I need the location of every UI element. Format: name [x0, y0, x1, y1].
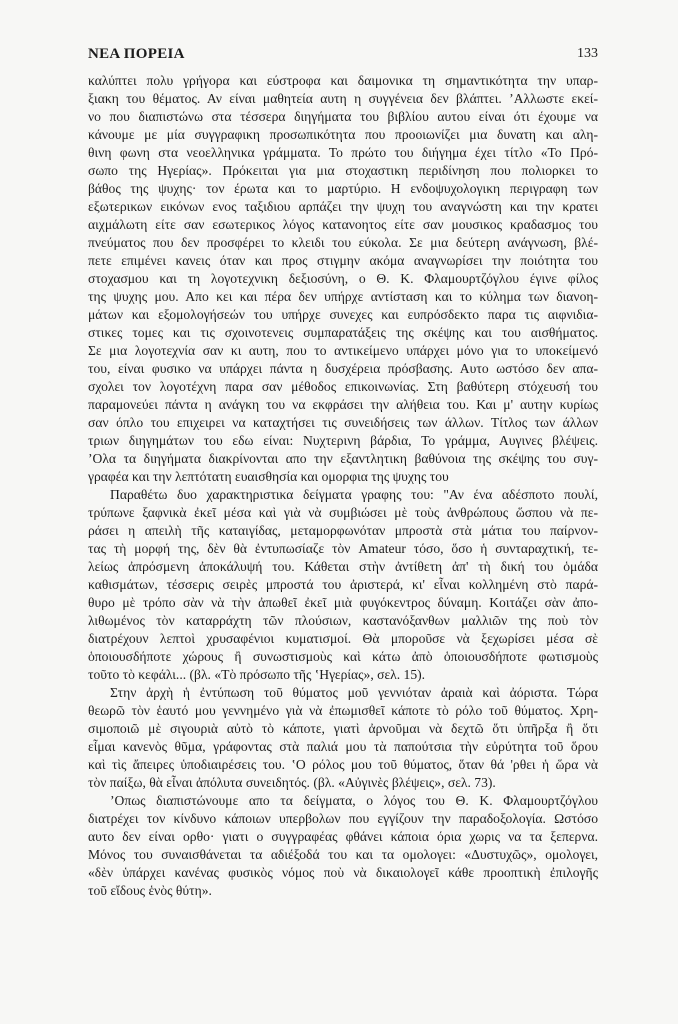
text-line: τρύπωνε ξαφνικὰ ἐκεῖ μέσα καὶ γιὰ νὰ συμβιώσει μὲ τοὺς ἀνθρώπους ὥσπου νὰ πε- [88, 505, 598, 520]
running-header [88, 46, 598, 66]
text-line: καλύπτει πολυ γρήγορα και εύστροφα και δαιμονικα τη σημαντικότητα την υπαρ- [88, 73, 598, 88]
text-line: στοχασμου και τη λογοτεχνικη δεξιοσύνη, ο Θ. Κ. Φλαμουρτζόγλου έγινε φίλος [88, 271, 598, 286]
paragraph [88, 486, 598, 684]
text-line: στικες τομες και τις σχοινοτενεις συμπαρατάξεις της σκέψης και του αισθήματος. [88, 325, 598, 340]
text-line: αιχμάλωτη είτε σαν εσωτερικος λόγος κατανοητος είτε σαν μουσικος κραδασμος του [88, 217, 598, 232]
text-line: σχολει τον λογοτέχνη παρα σαν μέθοδος επικοινωνίας. Στη βαθύτερη στόχευσή του [88, 379, 598, 394]
text-line: αυτο δεν είναι ορθο· γιατι ο συγγραφέας φθάνει κάποια όρια χωρις να τα ξεπερνα. [88, 829, 598, 844]
text-line: κάνουμε με μία συγγραφικη προσωπικότητα που προοιωνίζει μια δυνατη και αλη- [88, 127, 598, 142]
text-line: ξιακη του θέματος. Αν είναι μαθητεία αυτη η συγγένεια δεν βλάπτει. ʼΑλλωστε εκεί- [88, 91, 598, 106]
text-line: Παραθέτω δυο χαρακτηριστικα δείγματα γραφης του: "Αν ένα αδέσποτο πουλί, [110, 487, 598, 502]
text-line: εἶμαι κανενὸς θῦμα, γράφοντας στὰ παλιά μου τὰ παπούτσια τὴν εὐρύτητα τοῦ ὅρου [88, 739, 598, 754]
text-line: διατρέχουν λεπτοὶ χρυσαφένιοι κυματισμοί. Θὰ μποροῦσε νὰ ξεχωρίσει μέσα σὲ [88, 631, 598, 646]
text-line: πετε επιμένει κανεις όταν και προς στιγμην ακόμα αναγνωρίσει την ποιότητα του [88, 253, 598, 268]
text-line: Μόνος του συναισθάνεται τα αδιέξοδά του και τα ομολογει: «Δυστυχῶς», ομολογει, [88, 847, 598, 862]
text-line: τας τὴ μορφή της, δὲν θὰ ἐντυπωσίαζε τὸν Amateur τόσο, ὅσο ἡ συνταραχτική, τε- [88, 541, 598, 556]
text-line: πνεύματος που δεν προσφέρει το κλειδι του εύκολα. Σε μια δεύτερη ανάγνωση, βλέ- [88, 235, 598, 250]
article-body [88, 72, 598, 900]
text-line: λείως ἀπρόσμενη ἀποκάλυψή του. Κάθεται στὴν ἀντίθετη ἀπ' τὴ δική του ὁμάδα [88, 559, 598, 574]
text-line: βάθος της ψυχης· τον έρωτα και το μαρτύριο. Η ενδοψυχολογικη περιγραφη των [88, 181, 598, 196]
text-line: θεωρῶ τὸν ἑαυτό μου γεννημένο γιὰ νὰ ἐπωμισθεῖ κάποτε τὸ ρόλο τοῦ θύματος. Χρη- [88, 703, 598, 718]
text-line: καθισμάτων, τέσσερις σειρὲς μπροστά του ἀριστερά, κι' εἶναι κολλημένη στὸ παρά- [88, 577, 598, 592]
text-line: τὸν παίξω, θὰ εἶναι ἀπόλυτα συνειδητός. (βλ. «Αὐγινὲς βλέψεις», σελ. 73). [88, 775, 496, 790]
text-line: νο που διαπιστώνω στα τέσσερα διηγήματα του βιβλίου αυτου είναι ότι έχουμε να [88, 109, 598, 124]
text-line: θινη φωνη στα νεοελληνικα γράμματα. Το πρώτο του διήγημα έχει τίτλο «Το Πρό- [88, 145, 598, 160]
text-line: καὶ τὶς ἄπειρες ὑποδιαιρέσεις του. ʽΟ ρόλος μου τοῦ θύματος, ὅταν θά 'ρθει ἡ ὥρα νὰ [88, 757, 598, 772]
text-line: τοῦτο τὸ κεφάλι... (βλ. «Τὸ πρόσωπο τῆς ʽΗγερίας», σελ. 15). [88, 667, 426, 682]
text-line: θυρο μὲ τρόπο σὰν νὰ τὴν ἀπωθεῖ ἐκεῖ μιὰ φυγόκεντρος δύναμη. Κοιτάζει σὰν ἀπο- [88, 595, 598, 610]
paragraph [88, 72, 598, 486]
text-line: σιμοποιῶ μὲ σιγουριὰ αὐτὸ τὸ κάποτε, γιατὶ ἀρνοῦμαι νὰ δεχτῶ ὅτι ὑπῆρξα ἢ ὅτι [88, 721, 598, 736]
text-line: της ψυχης μου. Απο κει και πέρα δεν υπήρχε αντίσταση και το κύλημα των διανοη- [88, 289, 598, 304]
page-number: 133 [577, 46, 598, 61]
text-line: ὁποιουσδήποτε χώρους ἢ συνωστισμοὺς καὶ κάτω ἀπὸ ὁποιουσδήποτε φωτισμοὺς [88, 649, 598, 664]
text-line: εξωτερικων εικόνων ενος ταξιδιου αρπάζει την ψυχη του αναγνώστη και την κρατει [88, 199, 598, 214]
text-line: διατρέχει τον κίνδυνο κάποιων υπερβολων που εγγίζουν την παραδοξολογία. Ωστόσο [88, 811, 598, 826]
text-line: Σε μια λογοτεχνία σαν κι αυτη, που το αντικείμενο υπάρχει μόνο για το υποκείμενό [88, 343, 598, 358]
paragraph [88, 684, 598, 792]
text-line: τοῦ εἴδους ἑνὸς θύτη». [88, 883, 212, 898]
text-line: ʼΟλα τα διηγήματα διακρίνονται απο την εξαντλητικη βαθύνοια της σκέψης του συγ- [88, 451, 598, 466]
text-line: παραμονεύει πάντα η ανάγκη του να εκφράσει την αλήθεια του. Και μ' αυτην κυρίως [88, 397, 598, 412]
paragraph [88, 792, 598, 900]
text-line: τριων διηγημάτων του εδω είναι: Νυχτερινη βάρδια, Το γράμμα, Αυγινες βλέψεις. [88, 433, 598, 448]
journal-title: ΝΕΑ ΠΟΡΕΙΑ [88, 46, 185, 62]
text-line: λιθωμένος τὸν καταρράχτη τῶν πλούσιων, καστανόξανθων μαλλιῶν της ποὺ τὸν [88, 613, 598, 628]
text-line: μάτων και εξομολογήσεών του υπήρχε συνεχες και ευπρόσδεκτο παρα τις αιφνιδια- [88, 307, 598, 322]
text-line: ʼΟπως διαπιστώνουμε απο τα δείγματα, ο λόγος του Θ. Κ. Φλαμουρτζόγλου [110, 793, 598, 808]
text-line: Στην ἀρχὴ ἡ ἐντύπωση τοῦ θύματος μοῦ γεννιόταν ἀραιὰ καὶ ἀόριστα. Τώρα [110, 685, 598, 700]
text-line: σαν όπλο του επιχειρει να καταχτήσει τις συνειδήσεις των άλλων. Τίτλος των άλλων [88, 415, 598, 430]
text-line: ράσει η απειλὴ τῆς καταιγίδας, μεταμορφωνόταν μπροστὰ στὰ μάτια του παίρνον- [88, 523, 598, 538]
text-line: σωπο της Ηγερίας». Πρόκειται για μια στοχαστικη περιδίνηση που πολιορκει το [88, 163, 598, 178]
text-line: του, είναι φυσικο να υπάρχει πάντα η δυσχέρεια πρόσβασης. Αυτο ωστόσο δεν απα- [88, 361, 598, 376]
text-line: γραφέα και την λεπτότατη ευαισθησία και ομορφια της ψυχης του [88, 469, 449, 484]
text-line: «δὲν ὑπάρχει κανένας φυσικὸς νόμος ποὺ νὰ δικαιολογεῖ κάθε προοπτικὴ ἐπιλογῆς [88, 865, 598, 880]
